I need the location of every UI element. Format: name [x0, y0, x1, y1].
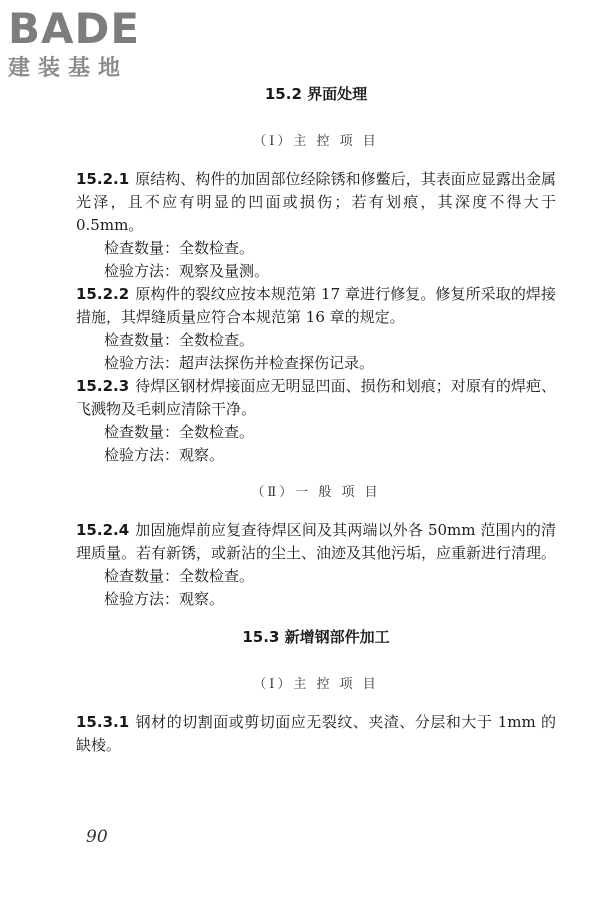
check-method: 检验方法：超声法探伤并检查探伤记录。	[104, 354, 375, 372]
check-quantity: 检查数量：全数检查。	[104, 239, 255, 257]
check-quantity: 检查数量：全数检查。	[104, 423, 255, 441]
group-heading: （Ⅰ）主 控 项 目	[253, 134, 379, 149]
clause-text: 原构件的裂纹应按本规范第 17 章进行修复。修复所采取的焊接措施，其焊缝质量应符合本规范第 16 章的规定。	[76, 285, 556, 326]
logo	[8, 6, 178, 86]
check-method: 检验方法：观察。	[104, 446, 225, 464]
clause-number: 15.2.4	[76, 521, 130, 539]
clause-number: 15.2.2	[76, 285, 130, 303]
clause-text: 待焊区钢材焊接面应无明显凹面、损伤和划痕；对原有的焊疤、飞溅物及毛刺应清除干净。	[76, 377, 556, 418]
clause-15-2-1	[76, 168, 556, 237]
clause-number: 15.3.1	[76, 713, 130, 731]
clause-15-3-1	[76, 711, 556, 757]
clause-text: 加固施焊前应复查待焊区间及其两端以外各 50mm 范围内的清理质量。若有新锈，或新沾的尘土、油迹及其他污垢，应重新进行清理。	[76, 521, 557, 562]
clause-15-2-4	[76, 519, 556, 565]
clause-text: 钢材的切割面或剪切面应无裂纹、夹渣、分层和大于 1mm 的缺棱。	[76, 713, 556, 754]
check-quantity: 检查数量：全数检查。	[104, 331, 255, 349]
clause-number: 15.2.3	[76, 377, 130, 395]
clause-text: 原结构、构件的加固部位经除锈和修鳖后，其表面应显露出金属光泽，且不应有明显的凹面或损伤；若有划痕，其深度不得大于 0.5mm。	[76, 170, 556, 234]
clause-15-2-2	[76, 283, 556, 329]
logo-subtitle: 建装基地	[8, 56, 129, 81]
check-quantity: 检查数量：全数检查。	[104, 567, 255, 585]
section-heading: 15.3 新增钢部件加工	[242, 628, 390, 646]
group-heading: （Ⅱ）一 般 项 目	[251, 485, 381, 500]
page-number: 90	[86, 827, 108, 847]
group-heading: （Ⅰ）主 控 项 目	[253, 677, 379, 692]
clause-15-2-3	[76, 375, 556, 421]
clause-number: 15.2.1	[76, 170, 130, 188]
check-method: 检验方法：观察及量测。	[104, 262, 270, 280]
section-heading: 15.2 界面处理	[264, 85, 368, 103]
logo-mark: BADE	[8, 4, 141, 53]
page-content	[76, 82, 556, 757]
check-method: 检验方法：观察。	[104, 590, 225, 608]
